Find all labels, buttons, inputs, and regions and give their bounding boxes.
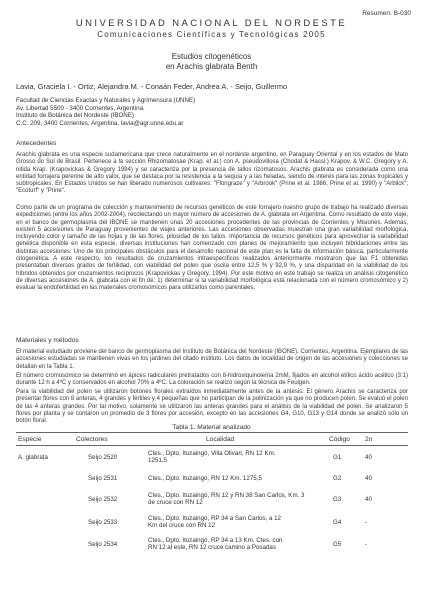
locality-line: RN 12 al este, RN 12 cruce camino a Posadas xyxy=(148,544,276,552)
body-paragraph: Como parte de un programa de colección y mantenimiento de recursos genéticos de este forrajero nuestro grupo de trabajo ha realizado diversas expediciones (entre los años 2002-2004), recolectando un mayor número de accesiones de A. glabrata en Argentina. Como resultado de este viaje, en el banco de germoplasma del IBONE se mantienen unas 20 accesiones procedentes de las provincias de Corrientes y Misiones. Además, existen 5 accesiones de Paraguay provenientes de viajes anteriores. Las accesiones observadas muestran una gran variabilidad morfológica, incluyendo color y tamaño de las hojas y de las flores, pilosidad de los tallos. Importancia de recursos genéticos para aprovechar la variabilidad genética disponible en esta especie, diversas instituciones han comenzado con planes de mejoramiento que incluyen hibridaciones entre las distintas accesiones. Uno de los principales obstáculos para el desarrollo nacional de este plan es la falta de información básica, particularmente citogenética. A este respecto, los resultados de cruzamientos intraespecíficos realizados anteriormente mostraron que las F1 obtenidas presentaban diversos grados de fertilidad, con viabilidad del polen que oscila entre 12,5 % y 92,9 %, y una disparidad en la viabilidad de los híbridos obtenidos por cruzamientos recíprocos (Krapovickas y Gregory, 1994). Por este motivo en este trabajo se realiza un análisis citogenético de diversas accesiones de A. glabrata con el fin de: 1) determinar si la variabilidad morfológica está relacionada con el número cromosómico y 2) evaluar la endofertilidad en las materiales cromosómicos para utilizarlos como parentales. xyxy=(16,205,408,292)
code-cell: G2 xyxy=(333,475,342,482)
locality-cell xyxy=(148,450,320,465)
collector-cell: Seijo 2531 xyxy=(88,475,118,482)
communications-subtitle: Comunicaciones Científicas y Tecnológicas 2005 xyxy=(97,30,326,39)
affiliation-line: C.C. 209, 3400 Corrientes, Argentina. lavia@agr.unne.edu.ar xyxy=(16,119,184,127)
title-line-1: Estudios citogenéticos xyxy=(171,52,252,61)
code-cell: G1 xyxy=(333,454,342,461)
table-header-cell: 2n xyxy=(365,436,373,443)
page-header xyxy=(0,18,423,39)
title-line-2: en Arachis glabrata Benth xyxy=(165,62,258,71)
chromosome-cell: 40 xyxy=(365,496,372,503)
body-paragraph: Arachis glabrata es una especie sudamericana que crece naturalmente en el nordeste argentino, en Paraguay Oriental y en los estados de Mato Grosso do Sul de Brasil. Pertenece a la sección Rhizomatosae (Krap. et al.) con A. pseudovillosa (Chodat & Hassl.) Krapov. & W.C. Gregory y A. nitida Krap. (Krapovickas & Gregory 1994) y se caracteriza por la presencia de tallos rizomatosos. Arachis glabrata es considerada como una entidad forrajera perenne de alto valor, que se destaca por la resistencia a la sequía y a las heladas, siendo de interés para las zonas tropicales y subtropicales. En Estados Unidos se han liberado numerosos cultivares: "Florigraze" y "Arbrook" (Prine et al. 1986, Prine et al. 1990) y "Arblick", "Ecoturf" y "Prine". xyxy=(16,152,408,195)
chromosome-cell: - xyxy=(365,541,368,548)
paper-title xyxy=(0,52,423,72)
abstract-code: Resumen: B-030 xyxy=(362,10,411,17)
affiliation-line: Av. Libertad 5500 - 3400 Corrientes, Argentina. xyxy=(16,104,145,112)
university-name: UNIVERSIDAD NACIONAL DEL NORDESTE xyxy=(75,18,348,29)
locality-line: Ctes., Dpto. Ituzaingó, Villa Olivari, RN 12 Km. xyxy=(148,450,276,457)
locality-cell xyxy=(148,475,320,482)
table-header-cell: Colectores xyxy=(76,436,108,443)
body-paragraph: El material estudiado proviene del banco de germoplasma del Instituto de Botánica del Nordeste (IBONE), Corrientes, Argentina. Ejemplares de las accesiones estudiadas se mantienen vivas en los jardines del citado instituto. Los datos de localidad de origen de las accesiones y colecciones se detallan en la Tabla 1. xyxy=(16,349,408,370)
locality-line: Ctes., Dpto. Ituzaingó, RP 34 a San Carlos, a 12 xyxy=(148,515,281,522)
species-cell: A. glabrata xyxy=(18,454,48,461)
table-header-cell: Código xyxy=(329,436,350,443)
code-cell: G5 xyxy=(333,541,342,548)
code-cell: G3 xyxy=(333,496,342,503)
chromosome-cell: 40 xyxy=(365,454,372,461)
locality-cell xyxy=(148,492,320,507)
locality-cell xyxy=(148,515,320,530)
table-caption: Tabla 1. Material analizado xyxy=(172,424,251,431)
section-heading-antecedentes: Antecedentes xyxy=(16,140,57,147)
body-paragraph: El número cromosómico se determinó en ápices radiculares pretratados con 8-hidroxiquinoleína 2mM, fijados en alcohol etílico ácido acético (3:1) durante 12 h a 4ºC y conservados en alcohol 70% a 4ºC. La coloración se realizó según la técnica de Feulgen. xyxy=(16,373,408,387)
chromosome-cell: 40 xyxy=(365,475,372,482)
collector-cell: Seijo 2533 xyxy=(88,519,118,526)
collector-cell: Seijo 2520 xyxy=(88,454,118,461)
code-cell: G4 xyxy=(333,519,342,526)
affiliation-line: Instituto de Botánica del Nordeste (IBONE) xyxy=(16,112,134,120)
affiliation-line: Facultad de Ciencias Exactas y Naturales y Agrimensura (UNNE) xyxy=(16,97,196,104)
locality-line: 1251,5 xyxy=(148,457,167,465)
table-rule-top xyxy=(16,432,408,433)
locality-line: Ctes., Dpto. Ituzaingó, RP 34 a 13 Km. Ctes. con xyxy=(148,537,283,544)
author-list: Lavia, Graciela I. - Ortiz, Alejandra M. - Conaán Feder, Andrea A. - Seijo, Guillermo xyxy=(16,82,288,91)
locality-line: Km del cruce con RN 12 xyxy=(148,522,216,530)
locality-line: Ctes., Dpto. Ituzaingó, RN 12 Km. 1275,5 xyxy=(148,475,262,482)
chromosome-cell: - xyxy=(365,519,368,526)
table-header-cell: Localidad xyxy=(206,436,235,443)
affiliation-block xyxy=(16,97,195,127)
table-rule-header xyxy=(16,445,408,446)
table-header-cell: Especie xyxy=(18,436,42,443)
section-heading-materiales: Materiales y métodos xyxy=(16,337,79,344)
locality-line: de cruce con RN 12 xyxy=(148,499,203,507)
collector-cell: Seijo 2534 xyxy=(88,541,118,548)
body-paragraph: Para la viabilidad del polen se utilizaron botones florales extraídos inmediatamente antes de la antesis. El género Arachis se caracteriza por presentar flores con 8 anteras, 4 grandes y fértiles y 4 pequeñas que no participan de la polinización ya que no producen polen. Se evaluó el polen de las 4 anteras grandes. Por tal motivo, solamente se utilizaron las anteras grandes para el análisis de la viabilidad del polen. Se analizaron 5 flores por planta y se contaron un promedio de 3 flores por accesión, excepto en las accesiones G4, G10, G13 y G14 donde se analizó sólo un botón floral. xyxy=(16,389,408,425)
collector-cell: Seijo 2532 xyxy=(88,496,118,503)
locality-cell xyxy=(148,537,320,552)
locality-line: Ctes., Dpto. Ituzaingó, RN 12 y RN 38 San Carlos, Km. 3 xyxy=(148,492,305,499)
